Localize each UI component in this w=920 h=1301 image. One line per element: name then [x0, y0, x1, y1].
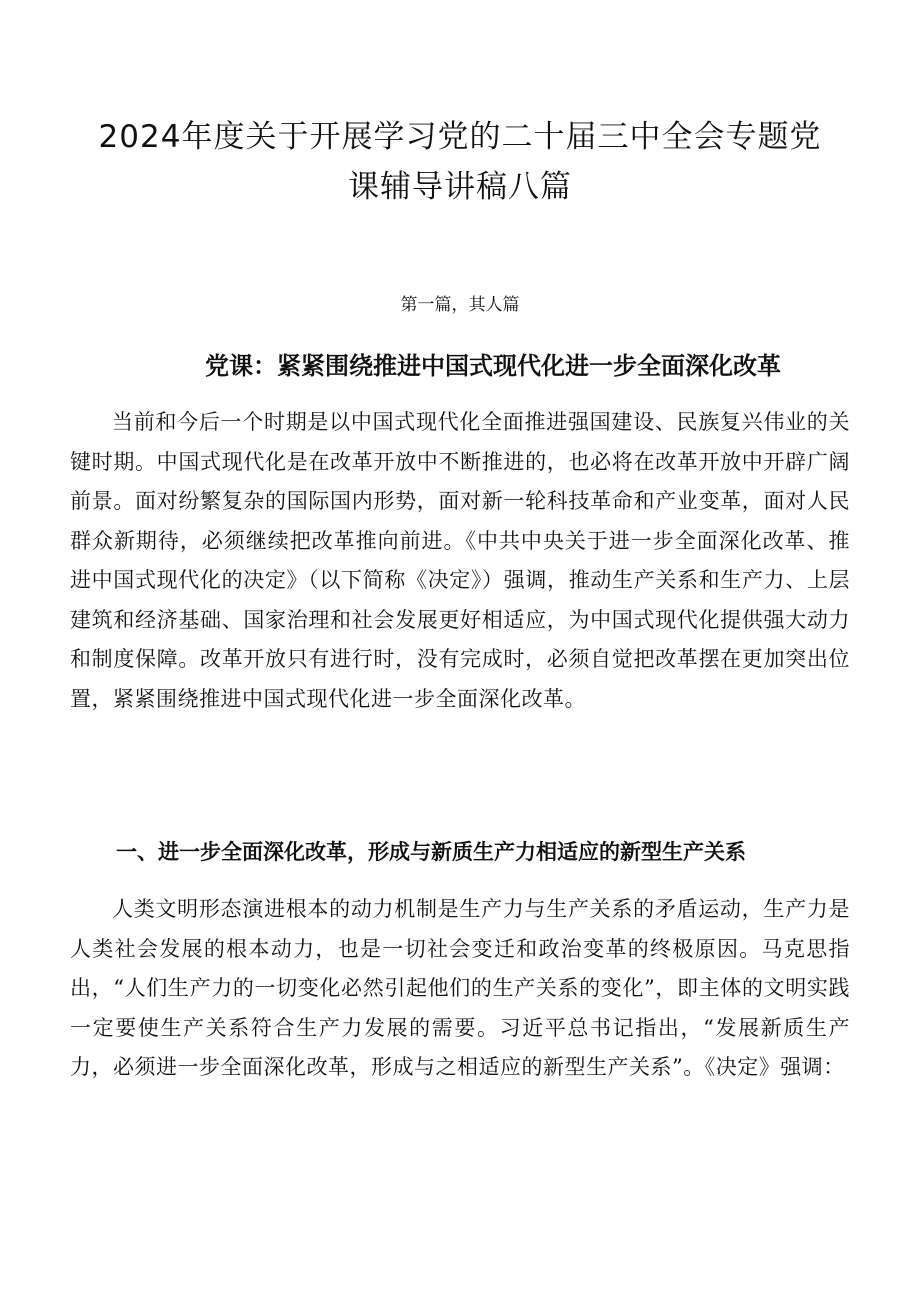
document-title	[70, 112, 850, 212]
body-paragraph-2: 人类文明形态演进根本的动力机制是生产力与生产关系的矛盾运动，生产力是人类社会发展的根本动力，也是一切社会变迁和政治变革的终极原因。马克思指出，“人们生产力的一切变化必然引起他们的生产关系的变化”，即主体的文明实践一定要使生产关系符合生产力发展的需要。习近平总书记指出，“发展新质生产力，必须进一步全面深化改革，形成与之相适应的新型生产关系”。《决定》强调：	[70, 897, 850, 1079]
subheading-1: 一、进一步全面深化改革，形成与新质生产力相适应的新型生产关系	[116, 840, 746, 864]
body-paragraph-1: 当前和今后一个时期是以中国式现代化全面推进强国建设、民族复兴伟业的关键时期。中国式现代化是在改革开放中不断推进的，也必将在改革开放中开辟广阔前景。面对纷繁复杂的国际国内形势，面对新一轮科技革命和产业变革，面对人民群众新期待，必须继续把改革推向前进。《中共中央关于进一步全面深化改革、推进中国式现代化的决定》（以下简称《决定》）强调，推动生产关系和生产力、上层建筑和经济基础、国家治理和社会发展更好相适应，为中国式现代化提供强大动力和制度保障。改革开放只有进行时，没有完成时，必须自觉把改革摆在更加突出位置，紧紧围绕推进中国式现代化进一步全面深化改革。	[70, 410, 850, 711]
document-title-line-2: 课辅导讲稿八篇	[348, 169, 572, 205]
lecture-heading: 党课：紧紧围绕推进中国式现代化进一步全面深化改革	[205, 352, 781, 380]
document-title-line-1: 2024年度关于开展学习党的二十届三中全会专题党	[98, 119, 822, 155]
section-label: 第一篇，其人篇	[400, 295, 520, 315]
